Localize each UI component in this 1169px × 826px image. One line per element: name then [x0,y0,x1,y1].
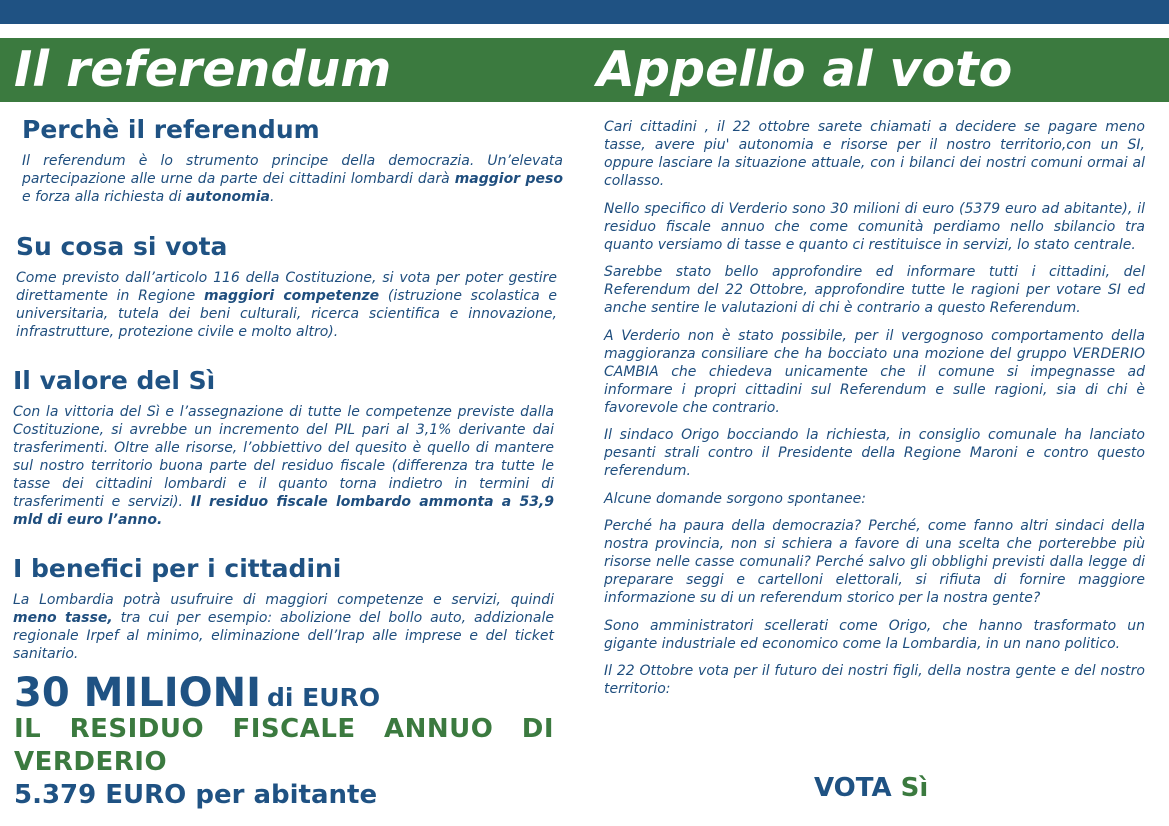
bold-run: meno tasse, [13,610,113,626]
section-su-cosa [16,231,557,341]
vote-answer: Sì [900,773,929,803]
section-text [16,269,557,341]
appeal-paragraph: Il 22 Ottobre vota per il futuro dei nostri figli, della nostra gente e del nostro territorio: [604,663,1145,697]
appeal-paragraph: Sarebbe stato bello approfondire ed informare tutti i cittadini, del Referendum del 22 Ottobre, approfondire tutte le ragioni per votare SI ed anche sentire le valutazioni di chi è contrario a questo Referendum. [604,264,1145,316]
section-text [13,403,554,529]
text-run: (istruzione scolastica e universitaria, tutela dei beni culturali, ricerca scientifica e innovazione, infrastrutture, protezione civile e molto altro). [16,288,557,340]
section-title: Il valore del Sì [13,366,216,395]
section-title: I benefici per i cittadini [13,554,342,583]
bold-run: maggiori competenze [204,288,380,304]
top-bar [0,0,1169,24]
appeal-paragraph: A Verderio non è stato possibile, per il vergognoso comportamento della maggioranza consiliare che ha bocciato una mozione del gruppo VERDERIO CAMBIA che chiedeva unicamente che il comune si impegnasse ad informare i propri cittadini sul Referendum e sulle ragioni, sia di chi è favorevole che contrario. [604,327,1145,416]
section-valore [13,365,554,529]
bold-run: autonomia [185,189,270,205]
amount-headline [14,670,380,716]
right-title: Appello al voto [597,41,1013,98]
section-text [13,591,554,663]
text-run: . [270,189,275,205]
vote-call [814,773,928,803]
appeal-paragraph: Nello specifico di Verderio sono 30 milioni di euro (5379 euro ad abitante), il residuo fiscale annuo che come comunità perdiamo nello sbilancio tra quanto versiamo di tasse e quanto ci restituisce in servizi, lo stato centrale. [604,200,1145,253]
section-text [22,152,563,206]
appeal-paragraph: Alcune domande sorgono spontanee: [604,490,866,507]
amount-value: 30 MILIONI [14,670,262,716]
appeal-body [604,118,1145,708]
appeal-paragraph: Cari cittadini , il 22 ottobre sarete chiamati a decidere se pagare meno tasse, avere piu' autonomia e risorse per il nostro territorio,con un SI, oppure lasciare la situazione attuale, con i bilanci dei nostri comuni ormai al collasso. [604,119,1145,189]
text-run: Come previsto dall’articolo 116 della Costituzione, si vota per poter gestire direttamente in Regione [16,270,557,304]
left-title: Il referendum [14,41,392,98]
section-title: Su cosa si vota [16,232,228,261]
text-run: tra cui per esempio: abolizione del bollo auto, addizionale regionale Irpef al minimo, eliminazione dell’Irap alle imprese e del ticket sanitario. [13,610,554,662]
residuo-line: IL RESIDUO FISCALE ANNUO DI VERDERIO [14,714,554,777]
bold-run: maggior peso [454,171,563,187]
amount-unit: di EURO [267,683,381,712]
text-run: e forza alla richiesta di [22,189,186,205]
appeal-paragraph: Il sindaco Origo bocciando la richiesta, in consiglio comunale ha lanciato pesanti strali contro il Presidente della Regione Maroni e contro questo referendum. [604,427,1145,479]
section-title: Perchè il referendum [22,115,320,144]
appeal-paragraph: Sono amministratori scellerati come Origo, che hanno trasformato un gigante industriale ed economico come la Lombardia, in un nano politico. [604,617,1145,652]
appeal-paragraph: Perché ha paura della democrazia? Perché, come fanno altri sindaci della nostra provincia, non si schiera a favore di una scelta che porterebbe più risorse nelle casse comunali? Perché salvo gli obblighi previsti dalla legge di preparare seggi e cartelloni elettorali, si rifiuta di fornire maggiore informazione su di un referendum storico per la nostra gente? [604,518,1145,606]
vote-word: VOTA [814,773,892,803]
per-abitante-line: 5.379 EURO per abitante [14,780,378,810]
text-run: Con la vittoria del Sì e l’assegnazione di tutte le competenze previste dalla Costituzione, si avrebbe un incremento del PIL pari al 3,1% derivante dai trasferimenti. Oltre alle risorse, l’obbiettivo del quesito è quello di mantere sul nostro territorio buona parte del residuo fiscale (differenza tra tutte le tasse dei cittadini lombardi e il quanto torna indietro in termini di trasferimenti e servizi). [13,404,554,510]
bold-run: Il residuo fiscale lombardo ammonta a 53,9 mld di euro l’anno. [13,494,554,528]
section-perche [22,114,563,206]
text-run: Il referendum è lo strumento principe della democrazia. Un’elevata partecipazione alle urne da parte dei cittadini lombardi darà [22,153,563,187]
text-run: La Lombardia potrà usufruire di maggiori competenze e servizi, quindi [13,592,554,608]
section-benefici [13,553,554,663]
